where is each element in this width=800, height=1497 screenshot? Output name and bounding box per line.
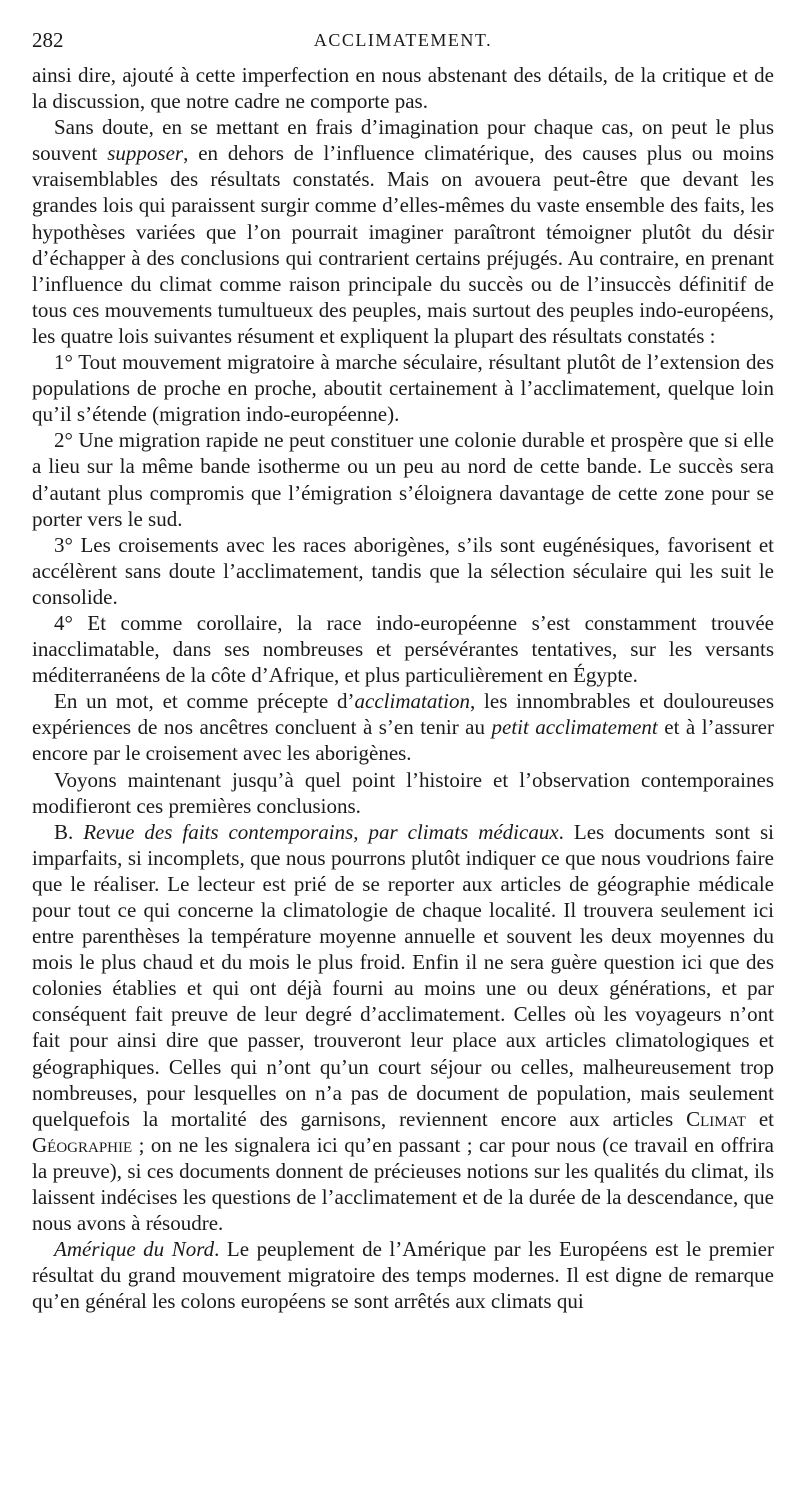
text-run: 4° Et comme corollaire, la race indo-européenne s’est constamment trouvée inacclimatable, dans ses nombreuses et persévérantes tentatives, sur les versants méditerranéens de la côte d’Afrique, et plus particulièrement en Égypte. (32, 610, 774, 688)
small-caps-text: Climat (686, 1106, 746, 1131)
text-run: B. (54, 819, 84, 844)
paragraph (32, 610, 774, 688)
body-text (32, 62, 774, 1315)
italic-text: petit acclimatement (491, 715, 658, 740)
small-caps-text: Géographie (32, 1132, 133, 1157)
text-run: , en dehors de l’influence climatérique, des causes plus ou moins vraisemblables des résultats constatés. Mais on avouera peut-être que devant les grandes lois qui paraissent surgir comme d’elles-mêmes du vaste ensemble des faits, les hypothèses variées que l’on pourrait imaginer paraîtront témoigner plutôt du désir d’échapper à des conclusions qui contrarient certains préjugés. Au contraire, en prenant l’influence du climat comme raison principale du succès ou de l’insuccès définitif de tous ces mouvements tumultueux des peuples, mais surtout des peuples indo-européens, les quatre lois suivantes résument et expliquent la plupart des résultats constatés : (32, 141, 775, 348)
running-head (32, 26, 774, 54)
text-run: En un mot, et comme précepte d’ (54, 689, 355, 714)
paragraph (32, 532, 774, 610)
book-page (32, 26, 774, 1315)
text-run: et (745, 1106, 775, 1131)
text-run: 2° Une migration rapide ne peut constituer une colonie durable et prospère que si elle a lieu sur la même bande isotherme ou un peu au nord de cette bande. Le succès sera d’autant plus compromis que l’émigration s’éloignera davantage de cette zone pour se porter vers le sud. (32, 428, 774, 531)
paragraph (32, 1236, 774, 1314)
text-run: . Le peuplement de l’Amérique par les Européens est le premier résultat du grand mouvement migratoire des temps modernes. Il est digne de remarque qu’en général les colons européens se sont arrêtés aux climats qui (32, 1237, 774, 1314)
paragraph (32, 427, 774, 531)
italic-text: supposer (107, 141, 184, 166)
text-run: ; on ne les signalera ici qu’en passant ; car pour nous (ce travail en offrira la preuve), si ces documents donnent de précieuses notions sur les qualités du climat, ils laissent indécises les questions de l’acclimatement et de la durée de la descendance, que nous avons à résoudre. (32, 1132, 774, 1236)
paragraph (32, 819, 774, 1237)
text-run: ainsi dire, ajouté à cette imperfection en nous abstenant des détails, de la critique et de la discussion, que notre cadre ne comporte pas. (32, 63, 774, 114)
paragraph (32, 114, 774, 349)
paragraph (32, 767, 774, 819)
italic-text: Revue des faits contemporains, par climats médicaux (83, 819, 559, 844)
text-run: Voyons maintenant jusqu’à quel point l’histoire et l’observation contemporaines modifieront ces premières conclusions. (32, 767, 774, 818)
text-run: 3° Les croisements avec les races aborigènes, s’ils sont eugénésiques, favorisent et accélèrent sans doute l’acclimatement, tandis que la sélection séculaire qui les suit le consolide. (32, 532, 774, 609)
page-number: 282 (32, 28, 64, 52)
text-run: 1° Tout mouvement migratoire à marche séculaire, résultant plutôt de l’extension des populations de proche en proche, aboutit certainement à l’acclimatement, quelque loin qu’il s’étende (migration indo-européenne). (32, 350, 774, 427)
italic-text: Amérique du Nord (54, 1237, 215, 1262)
italic-text: acclimatation (354, 689, 470, 714)
text-run: . Les documents sont si imparfaits, si incomplets, que nous pourrons plutôt indiquer ce que nous voudrions faire que le réaliser. Le lecteur est prié de se reporter aux articles de géographie médicale pour tout ce qui concerne la climatologie de chaque localité. Il trouvera seulement ici entre parenthèses la température moyenne annuelle et souvent les deux moyennes du mois le plus chaud et du mois le plus froid. Enfin il ne sera guère question ici que des colonies établies et qui ont déjà fourni au moins une ou deux générations, et par conséquent fait preuve de leur degré d’acclimatement. Celles où les voyageurs n’ont fait pour ainsi dire que passer, trouveront leur place aux articles climatologiques et géographiques. Celles qui n’ont qu’un court séjour ou celles, malheureusement trop nombreuses, pour lesquelles on n’a pas de document de population, mais seulement quelquefois la mortalité des garnisons, reviennent encore aux articles (32, 819, 774, 1131)
text-run: , les innombrables et douloureuses expériences de nos ancêtres concluent à s’en tenir au (32, 689, 774, 740)
paragraph (32, 688, 774, 766)
section-title: ACCLIMATEMENT. (313, 30, 493, 50)
text-run: Sans doute, en se mettant en frais d’imagination pour chaque cas, on peut le plus souvent (32, 115, 774, 166)
text-run: et à l’assurer encore par le croisement avec les aborigènes. (32, 715, 774, 766)
paragraph (32, 62, 774, 114)
paragraph (32, 349, 774, 427)
